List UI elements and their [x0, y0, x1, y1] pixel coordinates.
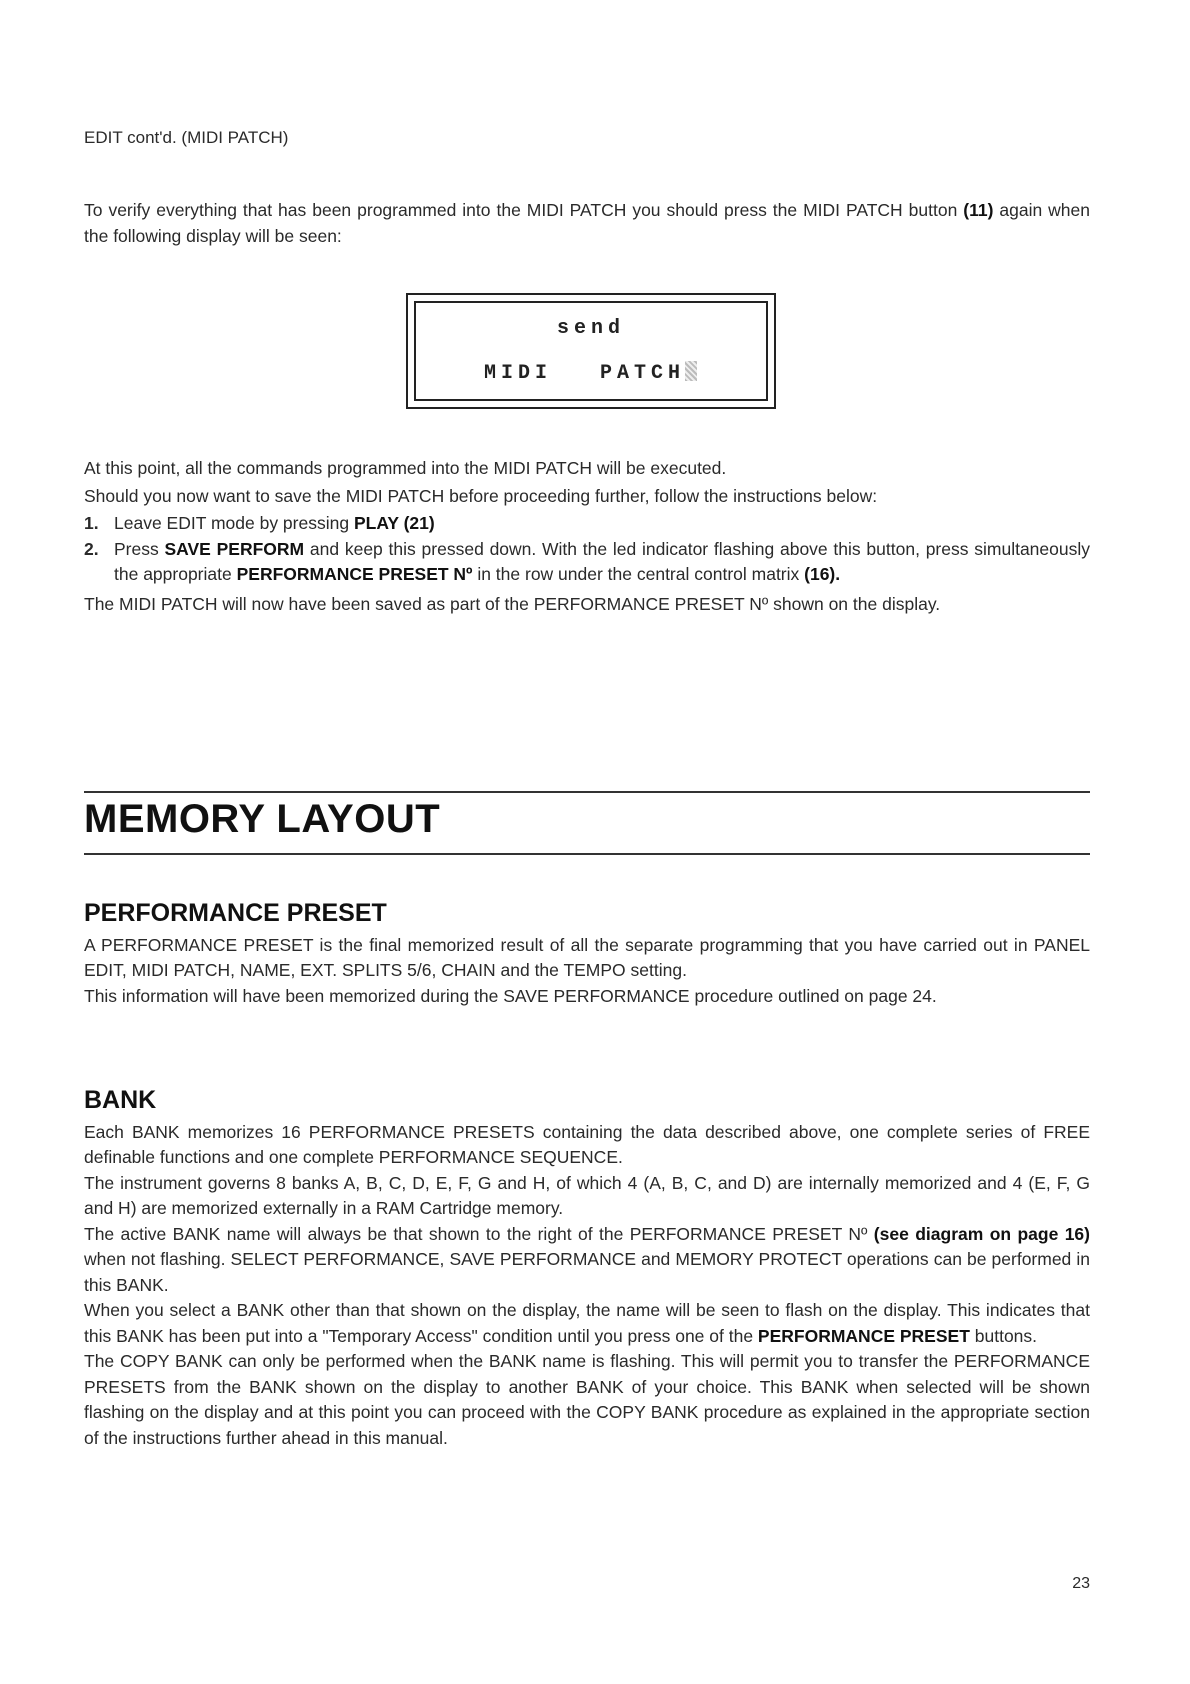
step-item: 1. Leave EDIT mode by pressing PLAY (21): [84, 513, 435, 533]
bank-paragraph-5: The COPY BANK can only be performed when the BANK name is flashing. This will permit you to transfer the PERFORMANCE PRESETS from the BANK shown on the display to another BANK of your choice. This BANK when selected will be shown flashing on the display and at this point you can proceed with the COPY BANK procedure as explained in the appropriate section of the instructions further ahead in this manual.: [84, 1351, 1090, 1448]
bank-heading: BANK: [84, 1086, 157, 1114]
lcd-screen: [414, 301, 768, 401]
saved-note: The MIDI PATCH will now have been saved as part of the PERFORMANCE PRESET Nº shown on the display.: [84, 593, 941, 614]
save-steps-list: [84, 511, 1090, 588]
performance-preset-section: [84, 901, 1090, 1009]
lcd-line-2: MIDI PATCH: [484, 361, 697, 385]
intro-paragraph: To verify everything that has been programmed into the MIDI PATCH you should press the MIDI PATCH button (11) again when the following display will be seen:: [84, 200, 1090, 246]
performance-preset-heading: PERFORMANCE PRESET: [84, 899, 387, 927]
bank-paragraph-3: The active BANK name will always be that shown to the right of the PERFORMANCE PRESET Nº (see diagram on page 16) when not flashing. SELECT PERFORMANCE, SAVE PERFORMANCE and MEMORY PROTECT operations can be performed in this BANK.: [84, 1223, 1090, 1295]
after-display-text: [84, 456, 1090, 619]
bank-paragraph-4: When you select a BANK other than that shown on the display, the name will be seen to flash on the display. This indicates that this BANK has been put into a "Temporary Access" condition until you press one of the PERFORMANCE PRESET buttons.: [84, 1300, 1090, 1346]
section-title: MEMORY LAYOUT: [84, 797, 441, 841]
running-header: EDIT cont'd. (MIDI PATCH): [84, 128, 289, 147]
performance-preset-paragraph-2: This information will have been memorized during the SAVE PERFORMANCE procedure outlined on page 24.: [84, 985, 937, 1006]
lcd-line-1: send: [556, 317, 625, 340]
step-item: 2. Press SAVE PERFORM and keep this pressed down. With the led indicator flashing above this button, press simultaneously the appropriate PERFORMANCE PRESET Nº in the row under the central control matrix (16).: [84, 538, 1090, 584]
execution-note: At this point, all the commands programmed into the MIDI PATCH will be executed.: [84, 458, 727, 478]
bank-paragraph-1: Each BANK memorizes 16 PERFORMANCE PRESETS containing the data described above, one complete series of FREE definable functions and one complete PERFORMANCE SEQUENCE.: [84, 1121, 1090, 1167]
block-cursor-icon: [685, 361, 697, 381]
section-divider-bottom: [84, 853, 1090, 855]
bank-section: [84, 1088, 1090, 1451]
lcd-display: [406, 293, 776, 409]
page-number: 23: [1072, 1575, 1090, 1592]
save-instructions-intro: Should you now want to save the MIDI PATCH before proceeding further, follow the instructions below:: [84, 485, 878, 506]
performance-preset-paragraph-1: A PERFORMANCE PRESET is the final memorized result of all the separate programming that you have carried out in PANEL EDIT, MIDI PATCH, NAME, EXT. SPLITS 5/6, CHAIN and the TEMPO setting.: [84, 934, 1090, 980]
button-reference: (11): [963, 200, 994, 220]
bank-paragraph-2: The instrument governs 8 banks A, B, C, D, E, F, G and H, of which 4 (A, B, C, and D) are internally memorized and 4 (E, F, G and H) are memorized externally in a RAM Cartridge memory.: [84, 1172, 1090, 1218]
section-divider-top: [84, 791, 1090, 793]
